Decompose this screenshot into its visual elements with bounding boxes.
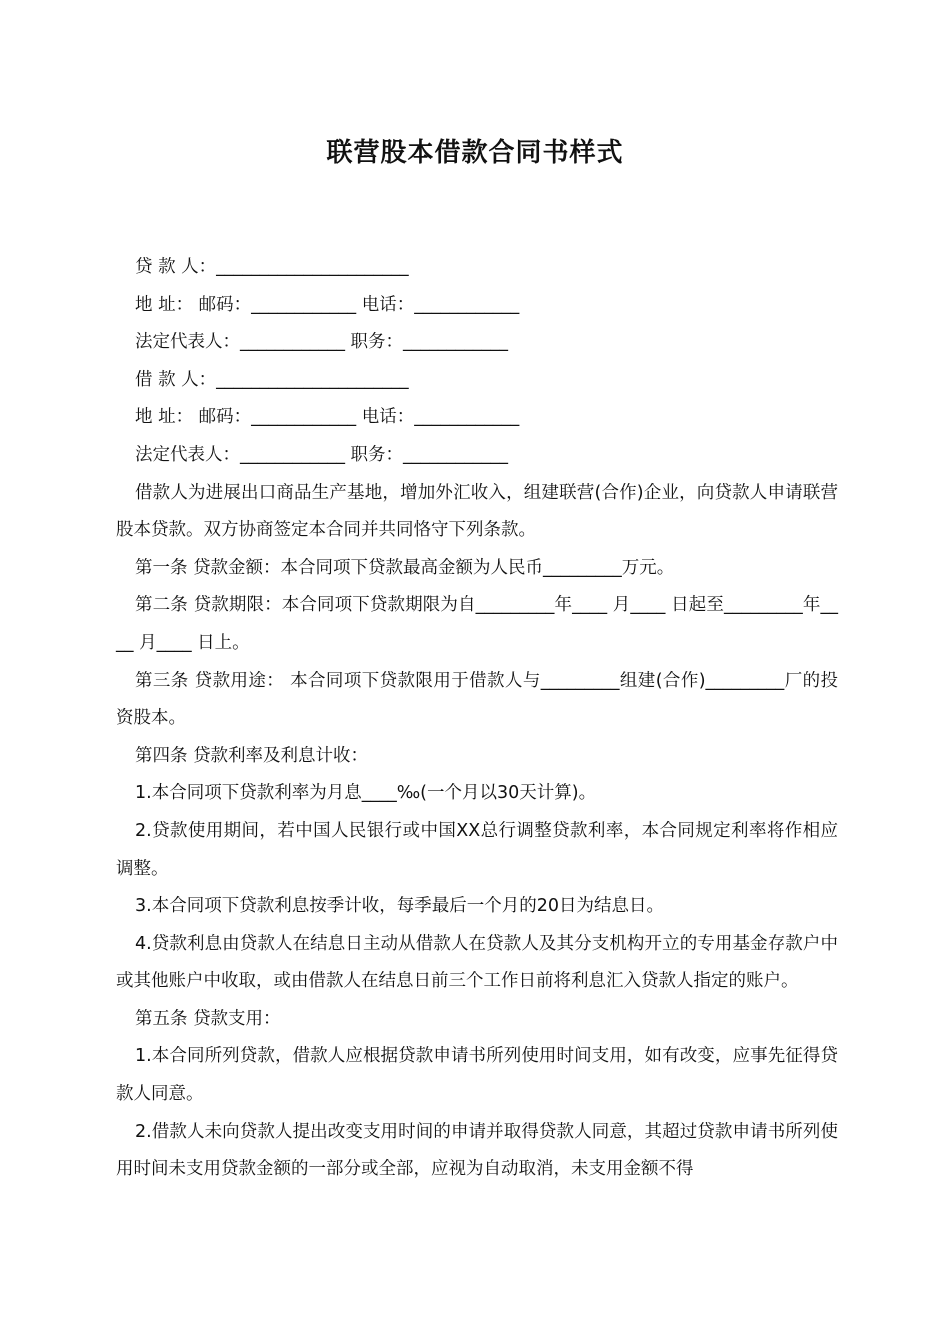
article-4-item-3: 3.本合同项下贷款利息按季计收，每季最后一个月的20日为结息日。 <box>135 896 664 917</box>
lender-address-field: 地 址： 邮码：____________ 电话：____________ <box>135 294 520 315</box>
document-title: 联营股本借款合同书样式 <box>326 138 624 168</box>
borrower-address-field: 地 址： 邮码：____________ 电话：____________ <box>135 407 520 428</box>
article-4-heading: 第四条 贷款利率及利息计收： <box>135 745 369 766</box>
article-4-item-1: 1.本合同项下贷款利率为月息____‰(一个月以30天计算)。 <box>135 783 597 804</box>
article-1-loan-amount: 第一条 贷款金额：本合同项下贷款最高金额为人民币_________万元。 <box>135 557 675 578</box>
article-3-loan-purpose: 第三条 贷款用途： 本合同项下贷款限用于借款人与_________组建(合作)_________厂的投资股本。 <box>116 670 838 729</box>
borrower-name-field: 借 款 人：______________________ <box>135 369 409 390</box>
article-5-item-1: 1.本合同所列贷款，借款人应根据贷款申请书所列使用时间支用，如有改变，应事先征得贷款人同意。 <box>116 1046 838 1105</box>
lender-representative-field: 法定代表人：____________ 职务：____________ <box>135 332 509 353</box>
document-body <box>116 249 838 1189</box>
preamble-paragraph: 借款人为进展出口商品生产基地，增加外汇收入，组建联营(合作)企业，向贷款人申请联营股本贷款。双方协商签定本合同并共同恪守下列条款。 <box>116 482 838 541</box>
article-2-loan-term: 第二条 贷款期限：本合同项下贷款期限为自_________年____ 月____ 日起至_________年____ 月____ 日上。 <box>116 595 838 653</box>
lender-name-field: 贷 款 人：______________________ <box>135 257 409 277</box>
article-4-item-4: 4.贷款利息由贷款人在结息日主动从借款人在贷款人及其分支机构开立的专用基金存款户中或其他账户中收取，或由借款人在结息日前三个工作日前将利息汇入贷款人指定的账户。 <box>116 933 838 992</box>
borrower-representative-field: 法定代表人：____________ 职务：____________ <box>135 444 509 465</box>
article-5-heading: 第五条 贷款支用： <box>135 1008 281 1029</box>
article-5-item-2: 2.借款人未向贷款人提出改变支用时间的申请并取得贷款人同意，其超过贷款申请书所列使用时间未支用贷款金额的一部分或全部，应视为自动取消，未支用金额不得 <box>116 1121 838 1180</box>
article-4-item-2: 2.贷款使用期间，若中国人民银行或中国XX总行调整贷款利率，本合同规定利率将作相应调整。 <box>116 820 838 879</box>
